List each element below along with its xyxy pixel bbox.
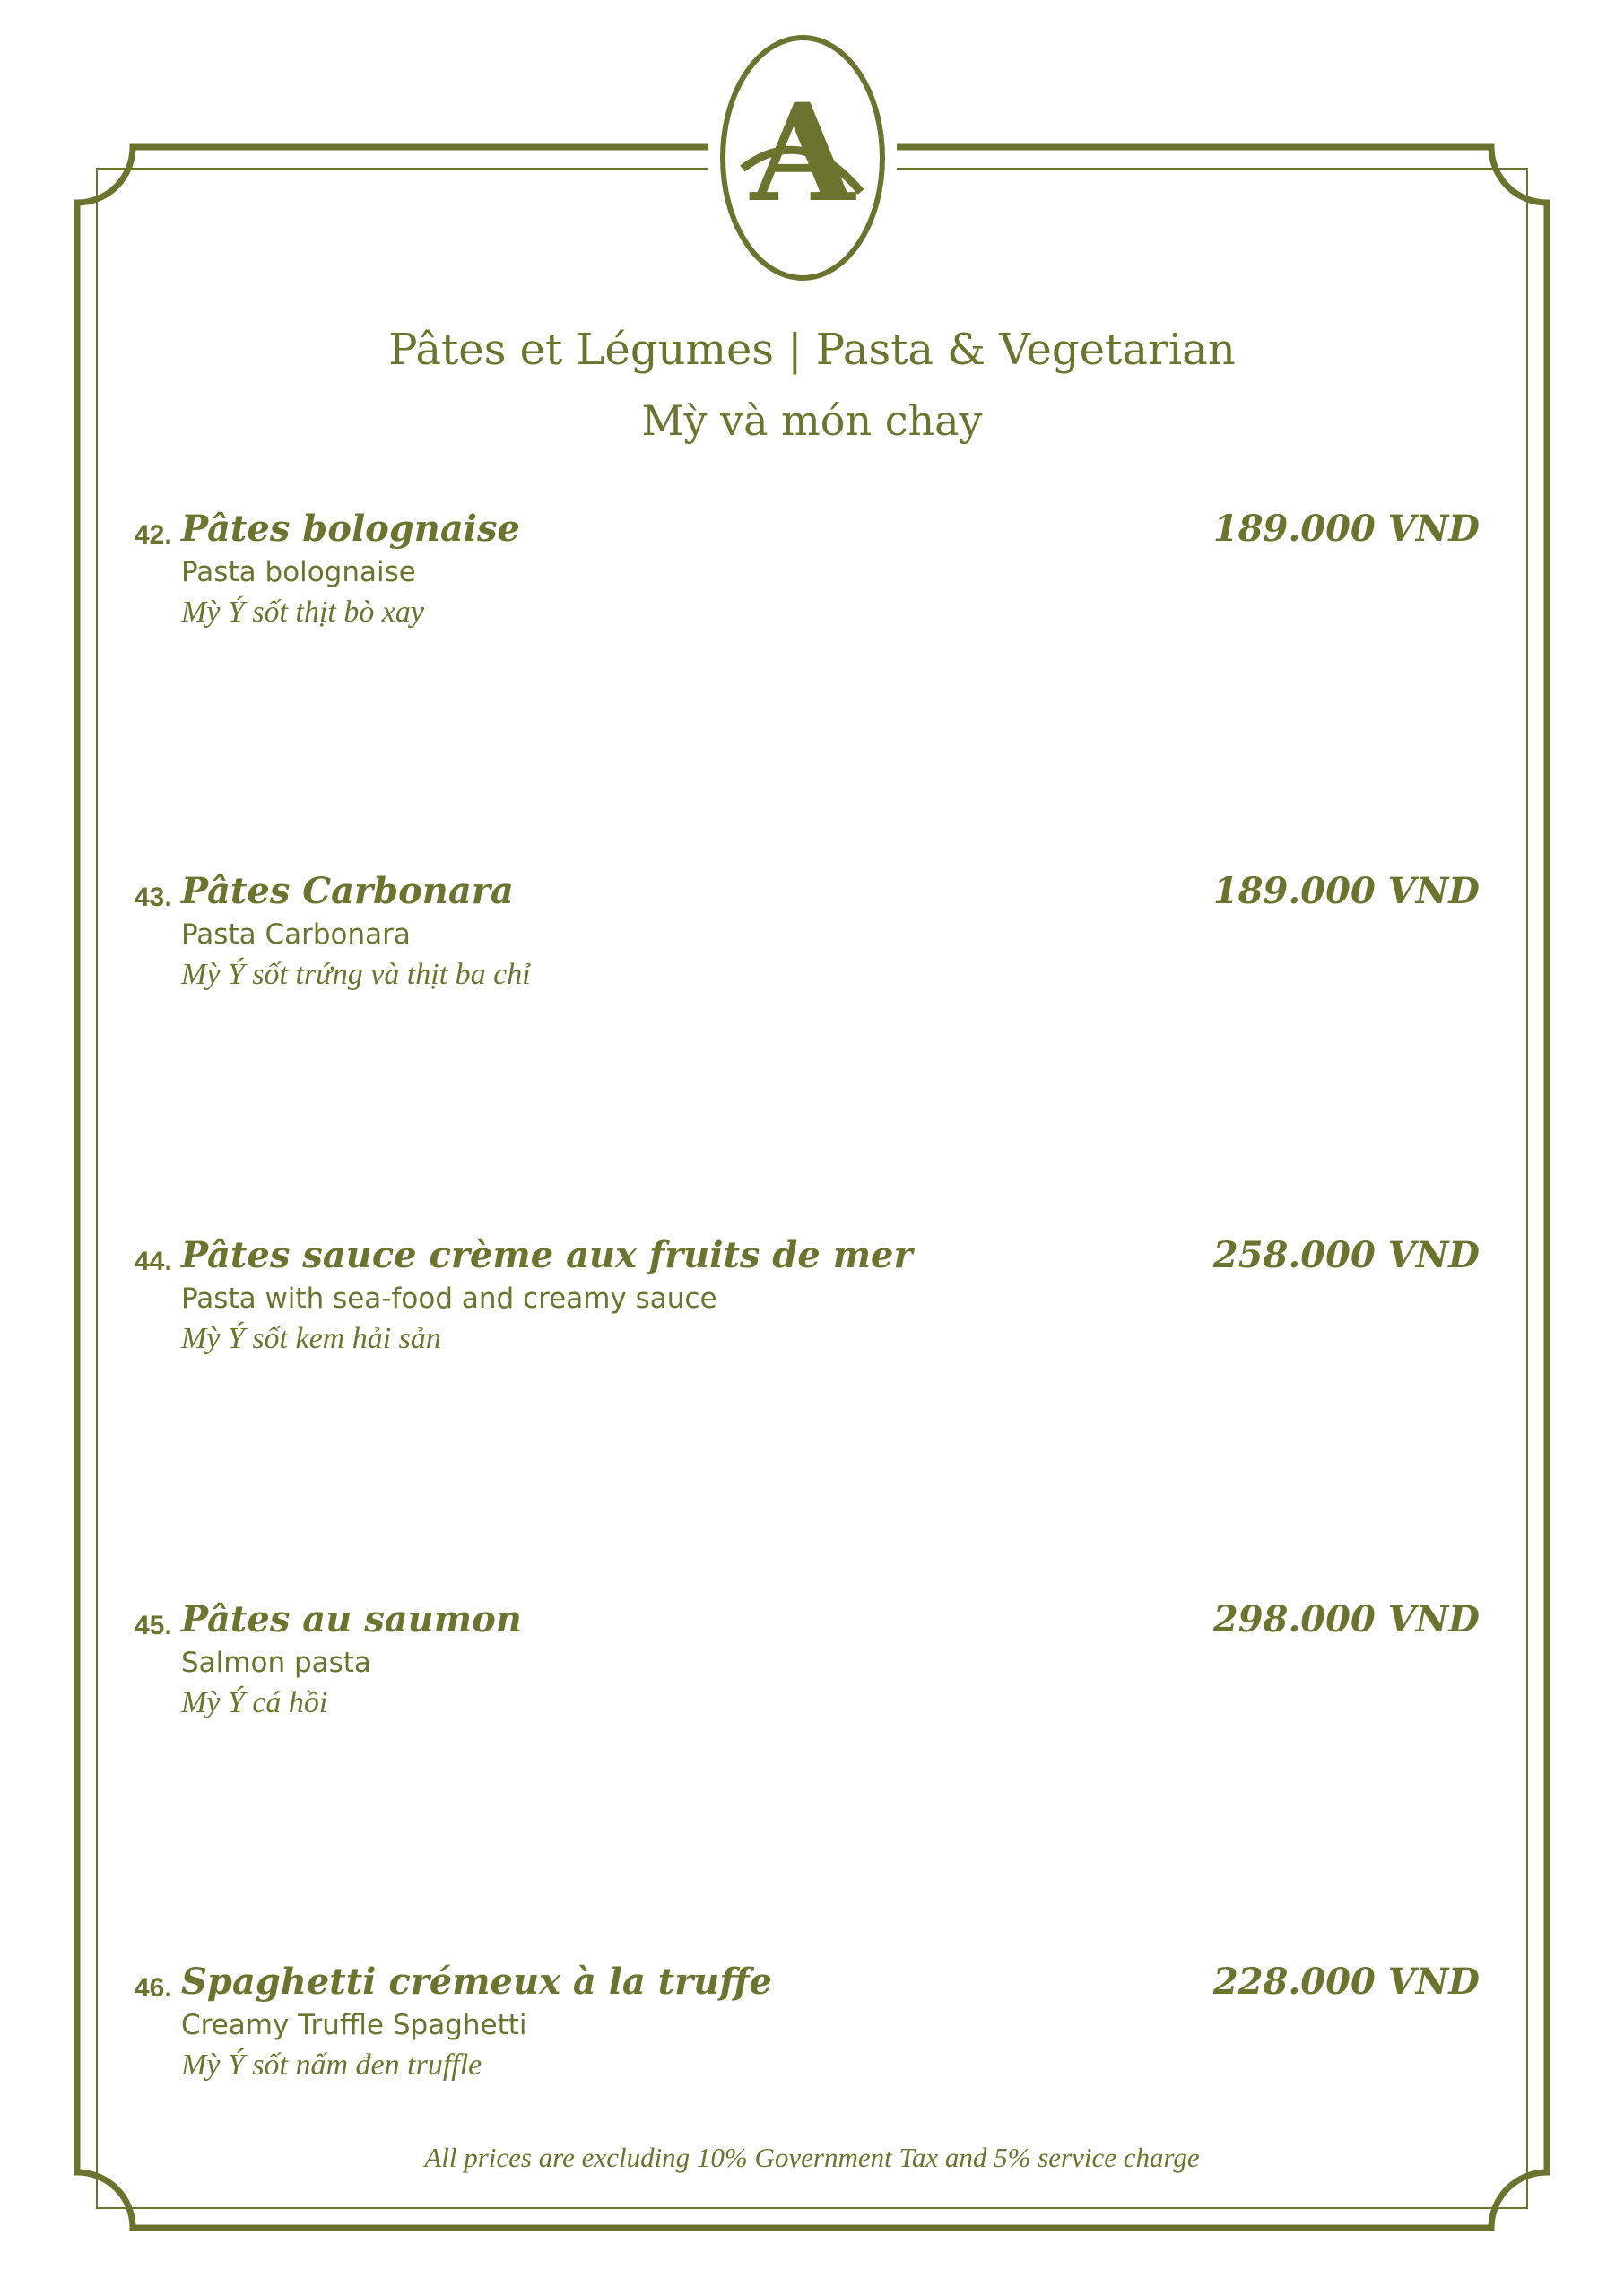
item-name-english: Pasta with sea-food and creamy sauce <box>181 1283 717 1315</box>
item-price: 258.000 VND <box>1212 1234 1480 1276</box>
item-name-vietnamese: Mỳ Ý sốt thịt bò xay <box>181 596 425 629</box>
page-title: Pâtes et Légumes | Pasta & Vegetarian <box>388 325 1236 375</box>
item-number: 42. <box>135 520 172 550</box>
item-name-french: Spaghetti crémeux à la truffe <box>181 1961 772 2003</box>
page-subtitle: Mỳ và món chay <box>641 396 983 445</box>
item-price: 228.000 VND <box>1212 1961 1480 2003</box>
price-footnote: All prices are excluding 10% Government Tax and 5% service charge <box>424 2142 1200 2173</box>
item-name-vietnamese: Mỳ Ý sốt nấm đen truffle <box>181 2048 482 2082</box>
item-number: 45. <box>135 1611 172 1640</box>
item-number: 43. <box>135 883 172 912</box>
logo <box>717 32 888 283</box>
item-name-vietnamese: Mỳ Ý sốt trứng và thịt ba chỉ <box>181 958 531 991</box>
menu-item <box>135 1234 1480 1413</box>
item-number: 44. <box>135 1247 172 1276</box>
item-price: 298.000 VND <box>1212 1598 1480 1640</box>
item-price: 189.000 VND <box>1212 508 1480 550</box>
item-name-french: Pâtes Carbonara <box>181 870 514 912</box>
item-price: 189.000 VND <box>1212 870 1480 912</box>
menu-item <box>135 1598 1480 1778</box>
item-number: 46. <box>135 1973 172 2003</box>
item-name-vietnamese: Mỳ Ý cá hồi <box>181 1686 328 1719</box>
item-name-english: Creamy Truffle Spaghetti <box>181 2009 527 2041</box>
item-name-english: Pasta bolognaise <box>181 556 416 588</box>
menu-item <box>135 1961 1480 2140</box>
menu-item <box>135 508 1480 687</box>
item-name-french: Pâtes au saumon <box>181 1598 522 1640</box>
menu-item <box>135 870 1480 1049</box>
item-name-french: Pâtes bolognaise <box>181 508 520 550</box>
item-name-vietnamese: Mỳ Ý sốt kem hải sản <box>181 1322 441 1355</box>
logo-letter: A <box>750 74 855 232</box>
item-name-french: Pâtes sauce crème aux fruits de mer <box>181 1234 913 1276</box>
item-name-english: Salmon pasta <box>181 1647 371 1679</box>
item-name-english: Pasta Carbonara <box>181 918 411 951</box>
